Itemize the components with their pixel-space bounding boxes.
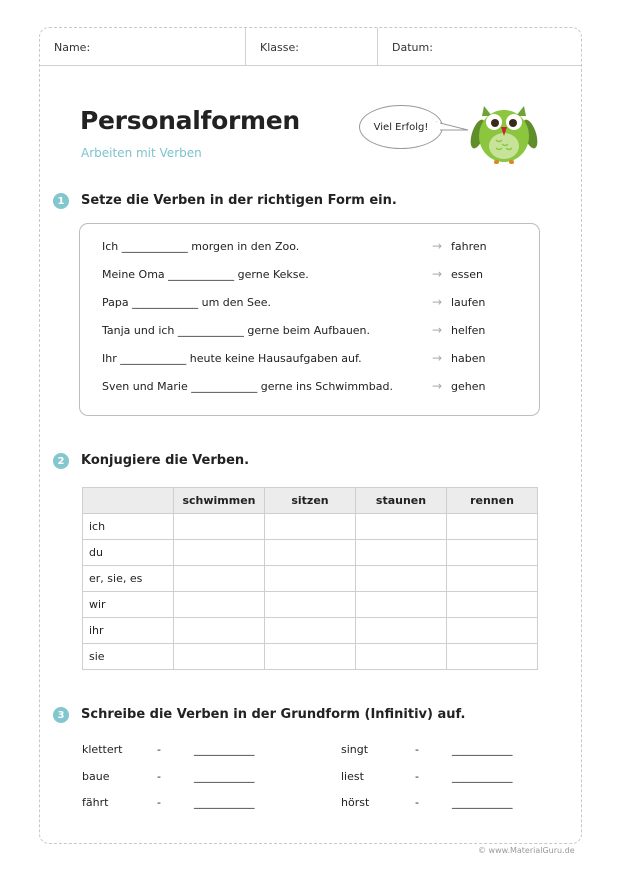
- section-1-title: Setze die Verben in der richtigen Form ein.: [81, 193, 397, 208]
- exercise-verb: haben: [451, 352, 486, 365]
- column-header: schwimmen: [174, 488, 265, 514]
- answer-cell[interactable]: [265, 592, 356, 618]
- name-field[interactable]: [40, 28, 246, 66]
- infinitive-blank[interactable]: ___________: [452, 796, 513, 809]
- answer-cell[interactable]: [356, 644, 447, 670]
- answer-cell[interactable]: [174, 618, 265, 644]
- arrow-right-icon: →: [432, 295, 443, 309]
- infinitive-word: hörst: [341, 796, 370, 809]
- pronoun-cell: ich: [83, 514, 174, 540]
- exercise-sentence[interactable]: Ich ____________ morgen in den Zoo.: [102, 240, 300, 253]
- answer-cell[interactable]: [447, 592, 538, 618]
- infinitive-word: fährt: [82, 796, 109, 809]
- answer-cell[interactable]: [356, 566, 447, 592]
- column-header: sitzen: [265, 488, 356, 514]
- date-field[interactable]: [378, 28, 581, 66]
- answer-cell[interactable]: [447, 540, 538, 566]
- infinitive-dash: -: [415, 770, 419, 783]
- answer-cell[interactable]: [174, 540, 265, 566]
- infinitive-dash: -: [157, 796, 161, 809]
- table-row: [83, 566, 538, 592]
- answer-cell[interactable]: [265, 514, 356, 540]
- infinitive-dash: -: [157, 770, 161, 783]
- exercise-verb: gehen: [451, 380, 486, 393]
- answer-cell[interactable]: [356, 618, 447, 644]
- infinitive-blank[interactable]: ___________: [452, 770, 513, 783]
- arrow-right-icon: →: [432, 351, 443, 365]
- answer-cell[interactable]: [174, 566, 265, 592]
- infinitive-word: singt: [341, 743, 369, 756]
- answer-cell[interactable]: [447, 514, 538, 540]
- answer-cell[interactable]: [447, 618, 538, 644]
- table-row: [83, 618, 538, 644]
- section-1-number: 1: [53, 193, 69, 209]
- name-label: Name:: [54, 41, 91, 54]
- pronoun-cell: er, sie, es: [83, 566, 174, 592]
- table-row: [83, 644, 538, 670]
- exercise-verb: laufen: [451, 296, 486, 309]
- answer-cell[interactable]: [265, 644, 356, 670]
- exercise-sentence[interactable]: Meine Oma ____________ gerne Kekse.: [102, 268, 309, 281]
- column-header: [83, 488, 174, 514]
- pronoun-cell: du: [83, 540, 174, 566]
- infinitive-word: klettert: [82, 743, 123, 756]
- arrow-right-icon: →: [432, 239, 443, 253]
- pronoun-cell: ihr: [83, 618, 174, 644]
- answer-cell[interactable]: [356, 540, 447, 566]
- infinitive-blank[interactable]: ___________: [194, 796, 255, 809]
- infinitive-blank[interactable]: ___________: [194, 770, 255, 783]
- infinitive-blank[interactable]: ___________: [452, 743, 513, 756]
- table-row: [83, 592, 538, 618]
- exercise-verb: essen: [451, 268, 483, 281]
- table-row: [83, 514, 538, 540]
- answer-cell[interactable]: [356, 514, 447, 540]
- class-label: Klasse:: [260, 41, 299, 54]
- exercise-1-row: [102, 296, 502, 312]
- table-row: [83, 540, 538, 566]
- exercise-1-row: [102, 380, 502, 396]
- column-header: rennen: [447, 488, 538, 514]
- arrow-right-icon: →: [432, 267, 443, 281]
- exercise-verb: fahren: [451, 240, 487, 253]
- exercise-1-row: [102, 240, 502, 256]
- answer-cell[interactable]: [447, 566, 538, 592]
- answer-cell[interactable]: [447, 644, 538, 670]
- exercise-1-row: [102, 324, 502, 340]
- section-3-title: Schreibe die Verben in der Grundform (Infinitiv) auf.: [81, 707, 466, 722]
- infinitive-dash: -: [157, 743, 161, 756]
- exercise-sentence[interactable]: Papa ____________ um den See.: [102, 296, 272, 309]
- section-2-title: Konjugiere die Verben.: [81, 453, 250, 468]
- pronoun-cell: wir: [83, 592, 174, 618]
- arrow-right-icon: →: [432, 323, 443, 337]
- answer-cell[interactable]: [174, 644, 265, 670]
- exercise-verb: helfen: [451, 324, 486, 337]
- infinitive-blank[interactable]: ___________: [194, 743, 255, 756]
- speech-bubble-text: Viel Erfolg!: [373, 121, 429, 133]
- speech-bubble: [359, 105, 443, 149]
- exercise-1-row: [102, 352, 502, 368]
- answer-cell[interactable]: [265, 566, 356, 592]
- section-3-number: 3: [53, 707, 69, 723]
- page-subtitle: Arbeiten mit Verben: [81, 146, 202, 160]
- exercise-sentence[interactable]: Tanja und ich ____________ gerne beim Aufbauen.: [102, 324, 371, 337]
- answer-cell[interactable]: [265, 540, 356, 566]
- answer-cell[interactable]: [174, 592, 265, 618]
- infinitive-word: baue: [82, 770, 110, 783]
- infinitive-dash: -: [415, 796, 419, 809]
- section-2-number: 2: [53, 453, 69, 469]
- class-field[interactable]: [246, 28, 378, 66]
- footer-copyright: © www.MaterialGuru.de: [478, 846, 575, 855]
- arrow-right-icon: →: [432, 379, 443, 393]
- header-row: [40, 28, 581, 66]
- exercise-1-row: [102, 268, 502, 284]
- answer-cell[interactable]: [356, 592, 447, 618]
- conjugation-table: [82, 487, 538, 670]
- table-header-row: [83, 488, 538, 514]
- answer-cell[interactable]: [265, 618, 356, 644]
- column-header: staunen: [356, 488, 447, 514]
- infinitive-dash: -: [415, 743, 419, 756]
- infinitive-word: liest: [341, 770, 364, 783]
- date-label: Datum:: [392, 41, 433, 54]
- exercise-sentence[interactable]: Sven und Marie ____________ gerne ins Schwimmbad.: [102, 380, 393, 393]
- page-title: Personalformen: [80, 106, 300, 135]
- answer-cell[interactable]: [174, 514, 265, 540]
- speech-bubble-tail: [436, 118, 470, 134]
- owl-icon: [468, 100, 540, 166]
- pronoun-cell: sie: [83, 644, 174, 670]
- exercise-sentence[interactable]: Ihr ____________ heute keine Hausaufgaben auf.: [102, 352, 362, 365]
